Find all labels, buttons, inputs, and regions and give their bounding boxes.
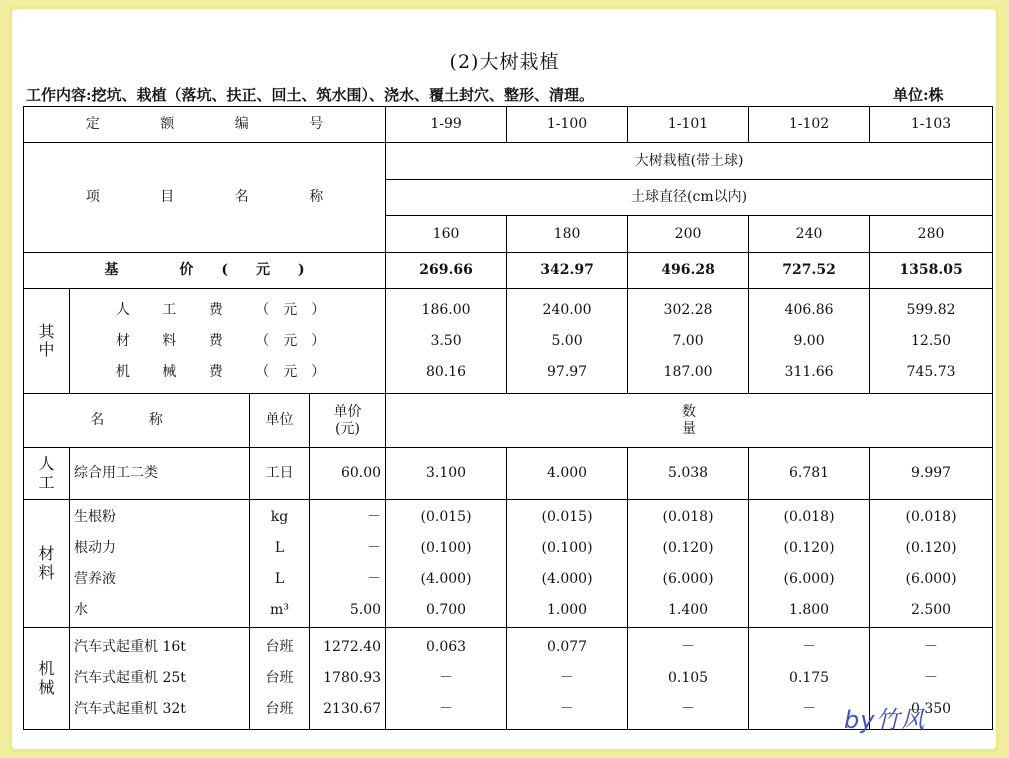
material-quantity: (4.000) [420, 570, 472, 587]
machinery-prices [310, 628, 386, 730]
machine-quantity: 0.175 [789, 670, 830, 686]
material-name: 水 [74, 601, 88, 618]
breakdown-section [24, 289, 993, 394]
code-cell: 1-101 [628, 107, 749, 143]
breakdown-value: 406.86 [784, 301, 834, 318]
code-label: 定 额 编 号 [24, 107, 386, 143]
labor-quantity: 9.997 [870, 448, 993, 500]
machine-quantity: － [560, 701, 575, 717]
breakdown-value: 7.00 [672, 332, 704, 349]
material-price: 5.00 [349, 601, 382, 618]
material-quantity: (0.100) [420, 539, 472, 556]
breakdown-labels [70, 289, 386, 394]
breakdown-group-label: 其 中 [24, 289, 70, 394]
column-header-row [24, 394, 993, 448]
machine-price: 1272.40 [323, 639, 382, 655]
page-title: (2)大树栽植 [449, 51, 560, 73]
machinery-units [250, 628, 310, 730]
machinery-col [628, 628, 749, 730]
machine-quantity: 0.063 [426, 639, 467, 655]
breakdown-value: 9.00 [793, 332, 825, 349]
material-price: － [367, 539, 382, 556]
materials-col [386, 500, 507, 628]
material-quantity: (0.120) [662, 539, 714, 556]
materials-group-label: 材 料 [24, 500, 70, 628]
diameter-cell: 240 [749, 216, 870, 253]
col-quantity-header: 数 量 [386, 394, 993, 448]
col-name-header: 名 称 [24, 394, 250, 448]
machine-quantity: － [560, 670, 575, 686]
material-quantity: (0.018) [662, 508, 714, 525]
base-price-value: 496.28 [628, 253, 749, 289]
machine-cost-label: 机 械 费 （元） [115, 363, 340, 380]
material-name: 根动力 [74, 539, 116, 556]
base-price-value: 342.97 [507, 253, 628, 289]
material-unit: m³ [270, 601, 289, 618]
col-price-line2: (元) [335, 420, 360, 437]
machine-unit: 台班 [265, 670, 294, 686]
item-name-label: 项 目 名 称 [24, 143, 386, 253]
material-quantity: (0.120) [783, 539, 835, 556]
machine-unit: 台班 [265, 639, 294, 655]
material-quantity: (6.000) [905, 570, 957, 587]
col-price-line1: 单价 [333, 404, 362, 421]
labor-quantity: 3.100 [386, 448, 507, 500]
material-name: 生根粉 [74, 508, 116, 525]
breakdown-value: 186.00 [421, 301, 471, 318]
diameter-cell: 280 [870, 216, 993, 253]
machine-quantity: － [439, 701, 454, 717]
breakdown-value: 3.50 [430, 332, 462, 349]
breakdown-value: 311.66 [784, 363, 834, 380]
code-row [24, 107, 993, 143]
material-quantity: (0.100) [541, 539, 593, 556]
breakdown-col [507, 289, 628, 394]
material-quantity: (0.018) [783, 508, 835, 525]
machine-unit: 台班 [265, 701, 294, 717]
material-unit: L [274, 570, 285, 587]
machine-quantity: － [681, 701, 696, 717]
diameter-cell: 160 [386, 216, 507, 253]
material-quantity: 1.400 [668, 601, 709, 618]
material-price: － [367, 508, 382, 525]
breakdown-value: 97.97 [547, 363, 588, 380]
item-title: 大树栽植(带土球) [386, 143, 993, 180]
col-price-header [310, 394, 386, 448]
machine-quantity: － [802, 639, 817, 655]
labor-quantity: 5.038 [628, 448, 749, 500]
material-quantity: (0.015) [541, 508, 593, 525]
unit-label: 单位:株 [893, 86, 944, 104]
material-quantity: (0.120) [905, 539, 957, 556]
material-quantity: 0.700 [426, 601, 467, 618]
code-cell: 1-100 [507, 107, 628, 143]
materials-units [250, 500, 310, 628]
machine-name: 汽车式起重机 16t [74, 639, 186, 655]
machine-price: 2130.67 [323, 701, 382, 717]
base-price-row [24, 253, 993, 289]
material-name: 营养液 [74, 570, 116, 587]
material-quantity: 1.800 [789, 601, 830, 618]
machine-quantity: － [924, 670, 939, 686]
machine-quantity: 0.077 [547, 639, 588, 655]
material-cost-label: 材 料 费 （元） [115, 332, 340, 349]
breakdown-value: 5.00 [551, 332, 583, 349]
breakdown-value: 12.50 [911, 332, 952, 349]
materials-names [70, 500, 250, 628]
breakdown-value: 599.82 [906, 301, 956, 318]
breakdown-value: 302.28 [663, 301, 713, 318]
machine-quantity: － [439, 670, 454, 686]
materials-col [870, 500, 993, 628]
material-quantity: (0.018) [905, 508, 957, 525]
machinery-names [70, 628, 250, 730]
labor-item-name: 综合用工二类 [70, 448, 250, 500]
machine-quantity: 0.105 [668, 670, 709, 686]
breakdown-value: 80.16 [426, 363, 467, 380]
signature-watermark: by竹风 [844, 706, 926, 734]
material-price: － [367, 570, 382, 587]
material-quantity: (0.015) [420, 508, 472, 525]
base-price-value: 269.66 [386, 253, 507, 289]
item-subtitle: 土球直径(cm以内) [386, 180, 993, 216]
material-quantity: 2.500 [911, 601, 952, 618]
materials-col [507, 500, 628, 628]
breakdown-value: 187.00 [663, 363, 713, 380]
machine-quantity: － [924, 639, 939, 655]
material-quantity: (6.000) [783, 570, 835, 587]
machine-quantity: － [802, 701, 817, 717]
labor-quantity: 4.000 [507, 448, 628, 500]
machinery-col [386, 628, 507, 730]
material-unit: kg [270, 508, 289, 525]
breakdown-col [870, 289, 993, 394]
base-price-value: 1358.05 [870, 253, 993, 289]
machine-quantity: 0.350 [911, 701, 952, 717]
diameter-cell: 200 [628, 216, 749, 253]
materials-col [628, 500, 749, 628]
labor-item-unit: 工日 [250, 448, 310, 500]
labor-quantity: 6.781 [749, 448, 870, 500]
breakdown-value: 240.00 [542, 301, 592, 318]
materials-prices [310, 500, 386, 628]
breakdown-col [386, 289, 507, 394]
machine-price: 1780.93 [323, 670, 382, 686]
base-price-value: 727.52 [749, 253, 870, 289]
breakdown-value: 745.73 [906, 363, 956, 380]
labor-row [24, 448, 993, 500]
quota-table [23, 106, 993, 730]
labor-item-price: 60.00 [310, 448, 386, 500]
machine-quantity: － [681, 639, 696, 655]
materials-col [749, 500, 870, 628]
breakdown-col [628, 289, 749, 394]
labor-group-label: 人 工 [24, 448, 70, 500]
material-quantity: (4.000) [541, 570, 593, 587]
code-cell: 1-102 [749, 107, 870, 143]
diameter-cell: 180 [507, 216, 628, 253]
base-price-label: 基 价(元) [24, 253, 386, 289]
machine-name: 汽车式起重机 25t [74, 670, 186, 686]
col-unit-header: 单位 [250, 394, 310, 448]
material-quantity: 1.000 [547, 601, 588, 618]
labor-cost-label: 人 工 费 （元） [115, 301, 340, 318]
material-unit: L [274, 539, 285, 556]
machinery-group-label: 机 械 [24, 628, 70, 730]
material-quantity: (6.000) [662, 570, 714, 587]
work-content: 工作内容:挖坑、栽植（落坑、扶正、回土、筑水围）、浇水、覆土封穴、整形、清理。 [26, 86, 595, 104]
machine-name: 汽车式起重机 32t [74, 701, 186, 717]
materials-section [24, 500, 993, 628]
code-cell: 1-99 [386, 107, 507, 143]
machinery-col [507, 628, 628, 730]
breakdown-col [749, 289, 870, 394]
code-cell: 1-103 [870, 107, 993, 143]
